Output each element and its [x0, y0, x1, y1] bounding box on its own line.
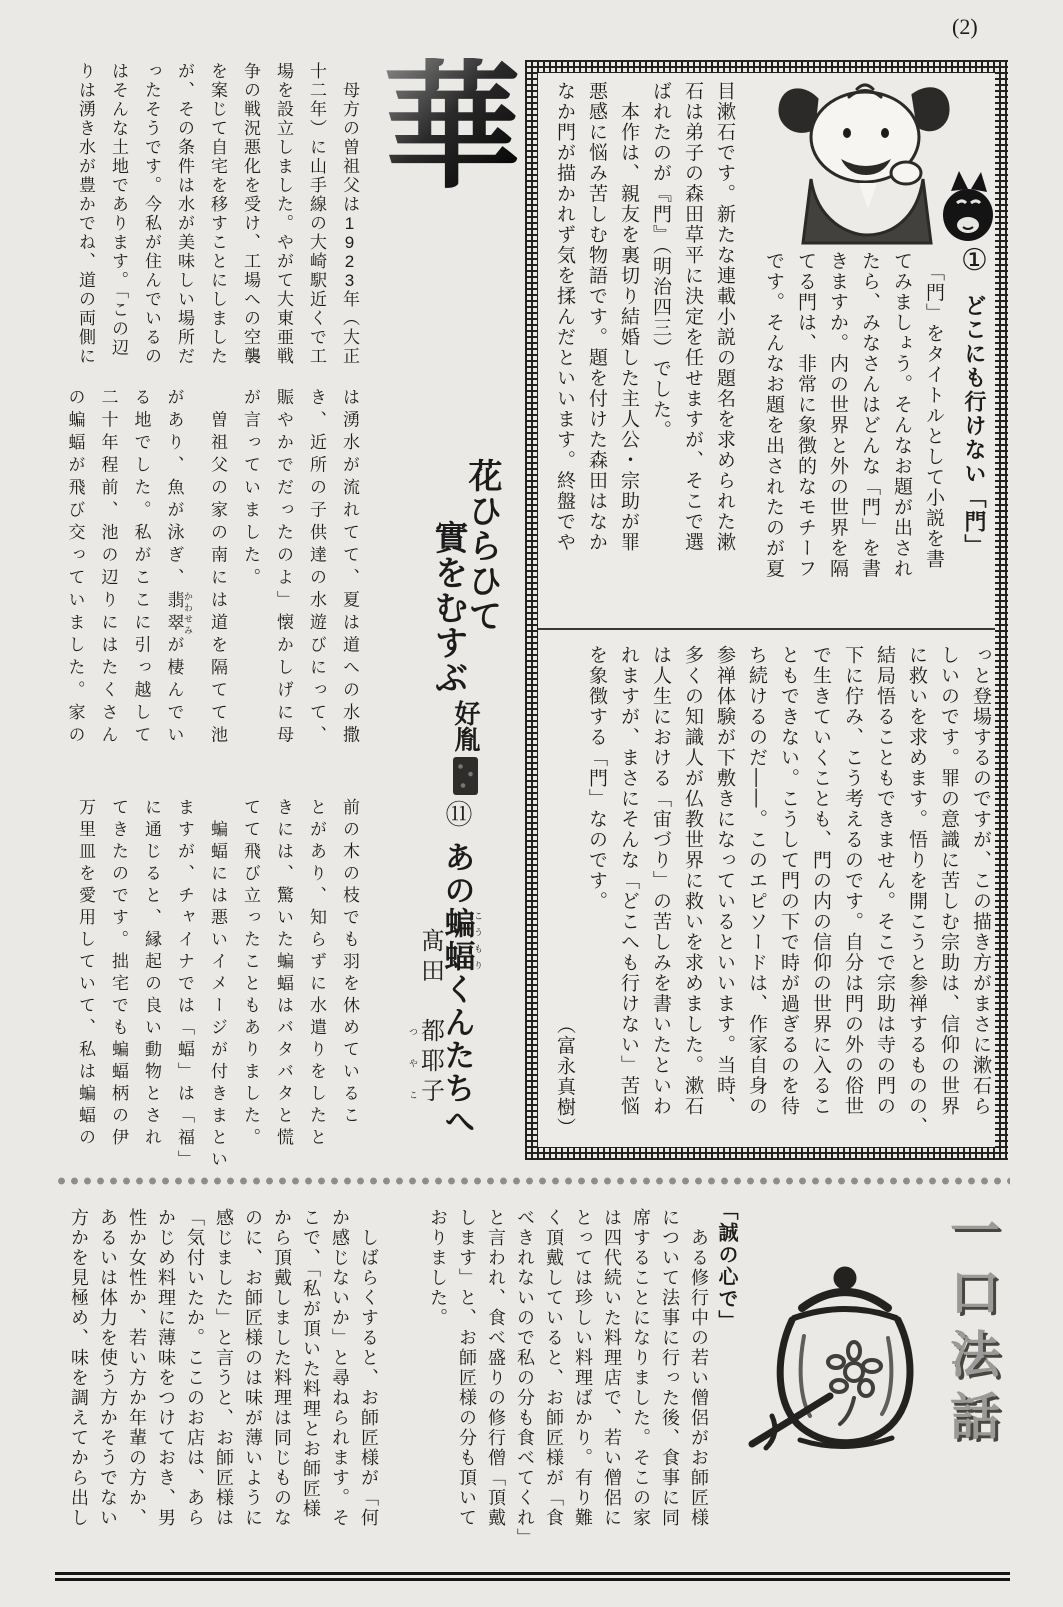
bat-article-headline — [439, 800, 484, 1178]
text-column: く頂戴していると、お師匠様が「食 — [544, 1208, 564, 1528]
bat-article-text-block1 — [58, 62, 358, 372]
text-column: を案じて自宅を移すことにしました — [208, 62, 227, 366]
text-column: に救いを求めます。悟りを開こうと参禅するものの、 — [906, 645, 927, 1137]
text-column: しいのです。罪の意識に苦しむ宗助は、信仰の世界 — [938, 645, 959, 1117]
dotted-separator — [55, 1176, 1010, 1186]
text-column: と言われ、食べ盛りの修行僧「頂戴 — [486, 1208, 506, 1528]
text-column: っと登場するのですが、この描き方がまさに漱石ら — [970, 645, 991, 1117]
text-column: 目漱石です。新たな連載小説の題名を求められた漱 — [714, 81, 735, 553]
dog-cat-illustration — [765, 75, 993, 245]
bat-article-title-block — [388, 800, 483, 1178]
text-column: たら、みなさんはどんな「門」を書 — [859, 251, 880, 579]
article-author: 髙田 都耶子つやこ — [408, 928, 444, 1108]
text-column: 席することになりました。そこの家 — [631, 1208, 651, 1528]
text-column: は湧水が流れてて、夏は道への水撒 — [340, 388, 359, 748]
text-column: について法事に行った後、食事に同 — [660, 1208, 680, 1528]
text-column: 万里皿を愛用していて、私は蝙蝠の — [76, 798, 95, 1150]
text-column: 結局悟ることもできません。そこで宗助は寺の門の — [874, 645, 895, 1117]
text-column: 感じました」と言うと、お師匠様は — [214, 1208, 234, 1528]
text-column: とがあり、知らずに水遣りをしたと — [307, 798, 326, 1150]
article-number-badge: ⑪ — [441, 800, 472, 827]
text-column: 参禅体験が下敷きになっているといいます。当時、 — [714, 645, 735, 1117]
text-column: きには、驚いた蝙蝠はバタバタと慌 — [274, 798, 293, 1150]
bat-article-text-block2 — [58, 388, 358, 776]
text-column: 石は弟子の森田草平に決定を任せますが、そこで選 — [682, 81, 703, 553]
text-column: のに、お師匠様のは味が薄いように — [243, 1208, 263, 1528]
soseki-lower-text — [542, 645, 990, 1145]
attribution: （富永真樹） — [554, 1015, 575, 1138]
text-column: き、近所の子供達の水遊びにって、 — [307, 388, 326, 748]
text-column: はそんな土地であります。「この辺 — [109, 62, 128, 358]
text-column: てきたのです。拙宅でも蝙蝠柄の伊 — [109, 798, 128, 1150]
text-column: を象徴する「門」なのです。 — [586, 645, 607, 912]
text-column: こで、「私が頂いた料理とお師匠様 — [301, 1208, 321, 1519]
bottom-double-rule — [55, 1572, 1010, 1581]
text-column: 「門」をタイトルとして小説を書 — [923, 251, 944, 570]
soseki-article-inner — [538, 73, 995, 1147]
text-column: りは湧き水が豊かでね、道の両側に — [76, 62, 95, 366]
text-column: べきれないので私の分も食べてくれ」 — [515, 1208, 535, 1548]
text-column: てみましょう。そんなお題が出され — [891, 251, 912, 579]
text-column: が、その条件は水が美味しい場所だ — [175, 62, 194, 366]
text-column: は四代続いた料理店で、若い僧侶に — [602, 1208, 622, 1528]
page-number: (2) — [952, 14, 978, 39]
text-column: 争の戦況悪化を受け、工場への空襲 — [241, 62, 260, 366]
text-column: とっては珍しい料理ばかり。有り難 — [573, 1208, 593, 1528]
teapot-illustration — [742, 1248, 942, 1488]
calligraphy-signature: 好胤 — [450, 700, 480, 752]
text-column: 十二年）に山手線の大崎駅近くで工 — [307, 62, 326, 366]
text-column: あるいは体力を使う方かそうでない — [98, 1208, 118, 1528]
text-column: の蝙蝠が飛び交っていました。家の — [65, 388, 85, 748]
article-title: あの蝙蝠こうもりくんたちへ — [439, 841, 483, 1139]
soseki-upper-right-text — [751, 251, 943, 605]
text-column: かじめ料理に薄味をつけておき、男 — [156, 1208, 176, 1528]
article-number-badge: ① — [958, 243, 991, 278]
text-column: があり、魚が泳ぎ、翡翠 かわせみが棲んでい — [164, 388, 193, 748]
text-column: 場を設立しました。やがて大東亜戦 — [274, 62, 293, 366]
text-column: で生きていくことも、門の内の信仰の世界に入るこ — [810, 645, 831, 1117]
text-column: 性か女性か、若い方か年輩の方か、 — [127, 1208, 147, 1528]
text-column: ますが、チャイナでは「蝠」は「福」 — [175, 798, 194, 1172]
article-title: どこにも行けない「門」 — [962, 294, 987, 559]
houwa-text-block1 — [418, 1208, 708, 1560]
text-column: 賑やかでだったのよ」懐かしげに母 — [274, 388, 293, 748]
text-column: から頂戴しました料理は同じものな — [272, 1208, 292, 1528]
houwa-text-block2 — [58, 1208, 378, 1560]
soseki-article-box — [525, 60, 1008, 1160]
text-column: か感じないか」と尋ねられます。そ — [330, 1208, 350, 1528]
text-column: が言っていました。 — [241, 388, 260, 591]
text-column: しばらくすると、お師匠様が「何 — [359, 1208, 379, 1528]
text-column: です。そんなお題を出されたのが夏 — [763, 251, 784, 579]
text-column: なか門が描かれず気を揉んだといいます。終盤でや — [554, 81, 575, 553]
text-column: おりました。 — [428, 1208, 448, 1328]
soseki-headline-column — [959, 243, 989, 653]
text-column: ったそうです。今私が住んでいるの — [142, 62, 161, 366]
text-column: 方かを見極め、味を調えてから出し — [69, 1208, 89, 1528]
text-column: 悪感に悩み苦しむ物語です。題を付けた森田はなか — [586, 81, 607, 553]
calligraphy-phrase-right: 花ひらひて — [462, 458, 502, 633]
text-column: れますが、まさにそんな「どこへも行けない」苦悩 — [618, 645, 639, 1117]
section-divider — [538, 628, 995, 630]
houwa-section-title: 一口法話 — [943, 1204, 999, 1452]
text-column: ち続けるのだ——。このエピソードは、作家自身の — [746, 645, 767, 1117]
houwa-article-title: 「誠の心で」 — [715, 1200, 737, 1332]
text-column: 蝙蝠には悪いイメージが付きまとい — [208, 798, 227, 1172]
text-column: てる門は、非常に象徴的なモチーフ — [795, 251, 816, 579]
seal-stamp-icon — [453, 757, 478, 795]
text-column: に通じると、縁起の良い動物とされ — [142, 798, 161, 1150]
text-column: 「気付いたか。ここのお店は、あら — [185, 1208, 205, 1528]
text-column: は人生における「宙づり」の苦しみを書いたといわ — [650, 645, 671, 1117]
soseki-upper-left-text — [542, 81, 734, 573]
text-column: ばれたのが『門』（明治四三）でした。 — [650, 81, 671, 441]
text-column: る地でした。私がここに引っ越して — [131, 388, 151, 748]
text-column: 本作は、親友を裏切り結婚した主人公・宗助が罪 — [618, 81, 639, 553]
bat-article-text-block3 — [58, 798, 358, 1180]
text-column: てて飛び立ったこともありました。 — [241, 798, 260, 1150]
text-column: 多くの知識人が仏教世界に救いを求めました。漱石 — [682, 645, 703, 1117]
text-column: 母方の曽祖父は1923年（大正 — [340, 62, 359, 366]
text-column: 前の木の枝でも羽を休めているこ — [340, 798, 359, 1128]
text-column: 曽祖父の家の南には道を隔てて池 — [208, 388, 227, 748]
text-column: ともできない。こうして門の下で時が過ぎるのを待 — [778, 645, 799, 1117]
text-column: ある修行中の若い僧侶がお師匠様 — [689, 1208, 709, 1528]
text-column: します」と、お師匠様の分も頂いて — [457, 1208, 477, 1528]
text-column: 下に佇み、こう考えるのです。自分は門の外の俗世 — [842, 645, 863, 1117]
calligraphy-phrase-left: 實をむすぶ — [428, 520, 468, 695]
calligraphy-large-character: 華 — [383, 45, 522, 208]
text-column: 二十年程前、池の辺りにはたくさん — [98, 388, 118, 748]
text-column: きますか。内の世界と外の世界を隔 — [827, 251, 848, 579]
